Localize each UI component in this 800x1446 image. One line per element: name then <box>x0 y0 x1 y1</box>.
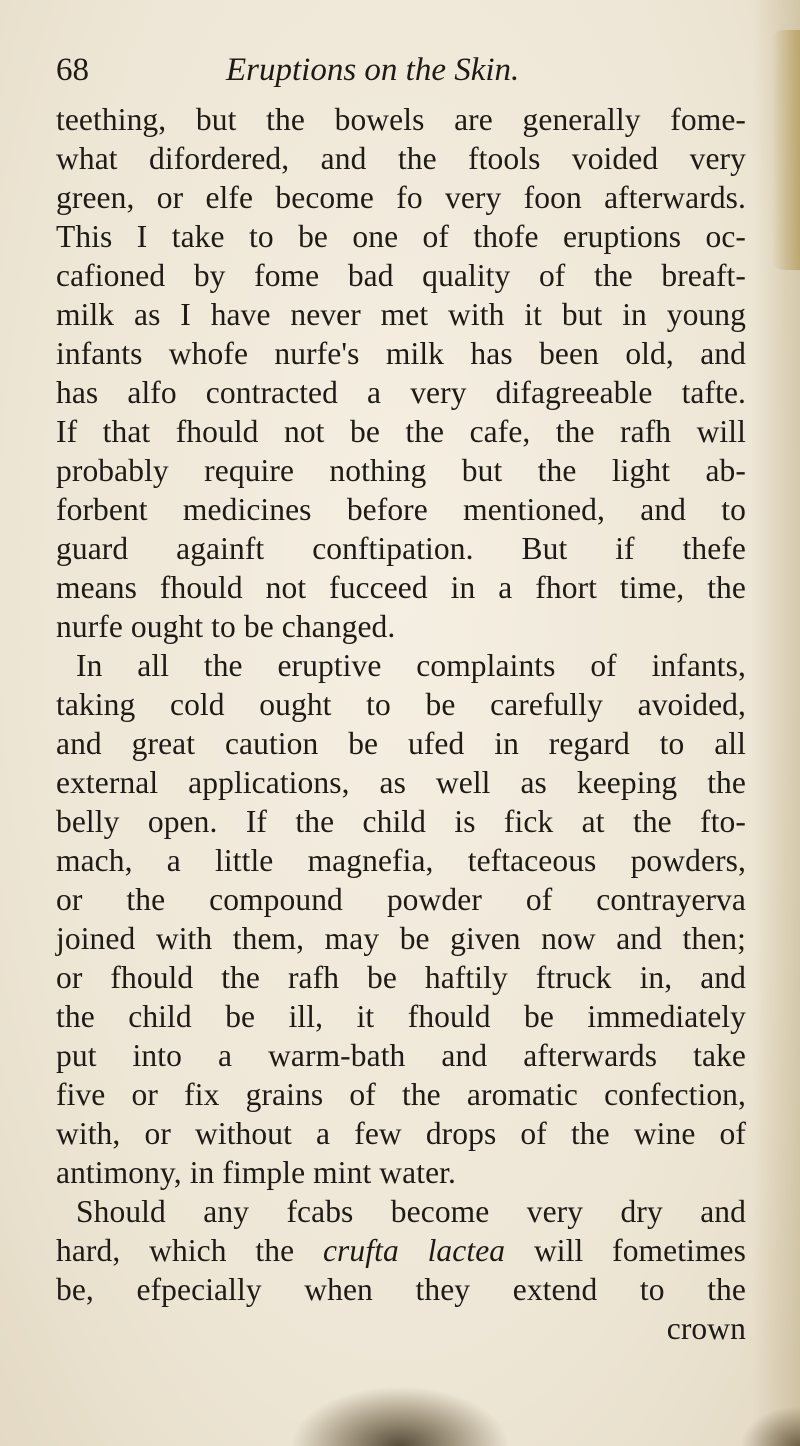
text-line: infants whofe nurfe's milk has been old, and <box>56 336 746 371</box>
text-line: This I take to be one of thofe eruptions oc- <box>56 219 746 254</box>
text-line: or the compound powder of contrayerva <box>56 882 746 917</box>
text-segment: will fometimes <box>533 1233 746 1268</box>
page-edge-stain <box>772 30 800 270</box>
text-line: means fhould not fucceed in a fhort time, the <box>56 570 746 605</box>
text-line: probably require nothing but the light ab- <box>56 453 746 488</box>
corner-stain <box>740 1406 800 1446</box>
text-line: external applications, as well as keeping the <box>56 765 746 800</box>
text-line: If that fhould not be the cafe, the rafh will <box>56 414 746 449</box>
paragraph-start: Should any fcabs become very dry and <box>76 1194 746 1229</box>
text-line: with, or without a few drops of the wine of <box>56 1116 746 1151</box>
paragraph-start: In all the eruptive complaints of infants, <box>76 648 746 683</box>
text-line: antimony, in fimple mint water. <box>56 1155 456 1190</box>
text-line: taking cold ought to be carefully avoided, <box>56 687 746 722</box>
text-line: mach, a little magnefia, teftaceous powders, <box>56 843 746 878</box>
text-line: has alfo contracted a very difagreeable tafte. <box>56 375 746 410</box>
text-line: milk as I have never met with it but in young <box>56 297 746 332</box>
body-text <box>56 100 746 1348</box>
page-number: 68 <box>56 52 89 88</box>
text-segment: hard, which the <box>56 1233 295 1268</box>
running-head: Eruptions on the Skin. <box>226 52 520 88</box>
text-line: the child be ill, it fhould be immediately <box>56 999 746 1034</box>
text-line: be, efpecially when they extend to the <box>56 1272 746 1307</box>
page-header <box>56 52 760 102</box>
text-line: put into a warm-bath and afterwards take <box>56 1038 746 1073</box>
ink-bleed-stain <box>290 1386 510 1446</box>
text-line: belly open. If the child is fick at the fto- <box>56 804 746 839</box>
text-line: guard againft conftipation. But if thefe <box>56 531 746 566</box>
text-line: cafioned by fome bad quality of the breaft- <box>56 258 746 293</box>
text-line: joined with them, may be given now and then; <box>56 921 746 956</box>
catchword: crown <box>666 1311 746 1346</box>
latin-term: crufta lactea <box>322 1233 506 1268</box>
text-line: or fhould the rafh be haftily ftruck in, and <box>56 960 746 995</box>
text-line: green, or elfe become fo very foon afterwards. <box>56 180 746 215</box>
text-line: teething, but the bowels are generally fome- <box>56 102 746 137</box>
text-line: and great caution be ufed in regard to all <box>56 726 746 761</box>
text-line: forbent medicines before mentioned, and to <box>56 492 746 527</box>
text-line <box>56 1231 746 1270</box>
text-line: nurfe ought to be changed. <box>56 609 396 644</box>
text-line: five or fix grains of the aromatic confection, <box>56 1077 746 1112</box>
text-line: what difordered, and the ftools voided very <box>56 141 746 176</box>
